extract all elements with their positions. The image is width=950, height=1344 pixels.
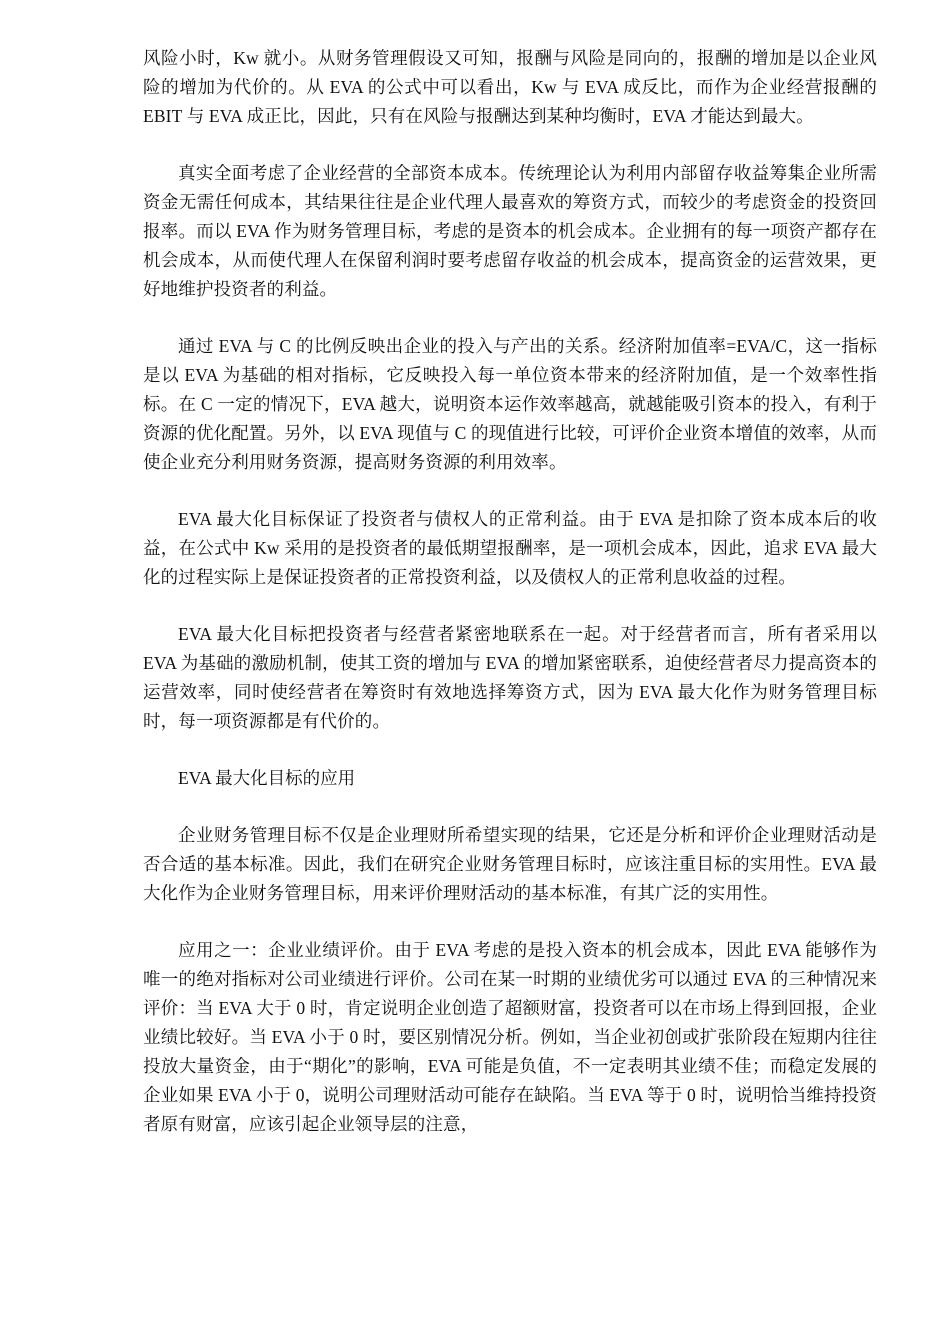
paragraph-eva-ratio: 通过 EVA 与 C 的比例反映出企业的投入与产出的关系。经济附加值率=EVA/C，这一指标是以 EVA 为基础的相对指标，它反映投入每一单位资本带来的经济附加值，是一个效率性指标。在 C 一定的情况下，EVA 越大，说明资本运作效率越高，就越能吸引资本的投入，有利于资源的优化配置。另外，以 EVA 现值与 C 的现值进行比较，可评价企业资本增值的效率，从而使企业充分利用财务资源，提高财务资源的利用效率。 [143, 336, 877, 472]
section-heading: EVA 最大化目标的应用 [178, 768, 356, 788]
paragraph-investor-interest: EVA 最大化目标保证了投资者与债权人的正常利益。由于 EVA 是扣除了资本成本后的收益，在公式中 Kw 采用的是投资者的最低期望报酬率，是一项机会成本，因此，追求 EVA 最大化的过程实际上是保证投资者的正常投资利益，以及债权人的正常利息收益的过程。 [143, 509, 877, 587]
paragraph-investor-manager: EVA 最大化目标把投资者与经营者紧密地联系在一起。对于经营者而言，所有者采用以 EVA 为基础的激励机制，使其工资的增加与 EVA 的增加紧密联系，迫使经营者尽力提高资本的运营效率，同时使经营者在筹资时有效地选择筹资方式，因为 EVA 最大化作为财务管理目标时，每一项资源都是有代价的。 [143, 624, 877, 731]
paragraph-management-goal: 企业财务管理目标不仅是企业理财所希望实现的结果，它还是分析和评价企业理财活动是否合适的基本标准。因此，我们在研究企业财务管理目标时，应该注重目标的实用性。EVA 最大化作为企业财务管理目标，用来评价理财活动的基本标准，有其广泛的实用性。 [143, 825, 877, 903]
document-page [143, 44, 877, 1167]
paragraph-continued: 风险小时，Kw 就小。从财务管理假设又可知，报酬与风险是同向的，报酬的增加是以企业风险的增加为代价的。从 EVA 的公式中可以看出，Kw 与 EVA 成反比，而作为企业经营报酬的 EBIT 与 EVA 成正比，因此，只有在风险与报酬达到某种均衡时，EVA 才能达到最大。 [143, 48, 877, 126]
paragraph-capital-cost: 真实全面考虑了企业经营的全部资本成本。传统理论认为利用内部留存收益筹集企业所需资金无需任何成本，其结果往往是企业代理人最喜欢的筹资方式，而较少的考虑资金的投资回报率。而以 EVA 作为财务管理目标，考虑的是资本的机会成本。企业拥有的每一项资产都存在机会成本，从而使代理人在保留利润时要考虑留存收益的机会成本，提高资金的运营效果，更好地维护投资者的利益。 [143, 163, 877, 299]
paragraph-performance-evaluation: 应用之一：企业业绩评价。由于 EVA 考虑的是投入资本的机会成本，因此 EVA 能够作为唯一的绝对指标对公司业绩进行评价。公司在某一时期的业绩优劣可以通过 EVA 的三种情况来评价：当 EVA 大于 0 时，肯定说明企业创造了超额财富，投资者可以在市场上得到回报，企业业绩比较好。当 EVA 小于 0 时，要区别情况分析。例如，当企业初创或扩张阶段在短期内往往投放大量资金，由于“期化”的影响，EVA 可能是负值，不一定表明其业绩不佳；而稳定发展的企业如果 EVA 小于 0，说明公司理财活动可能存在缺陷。当 EVA 等于 0 时，说明恰当维持投资者原有财富，应该引起企业领导层的注意， [143, 940, 877, 1134]
